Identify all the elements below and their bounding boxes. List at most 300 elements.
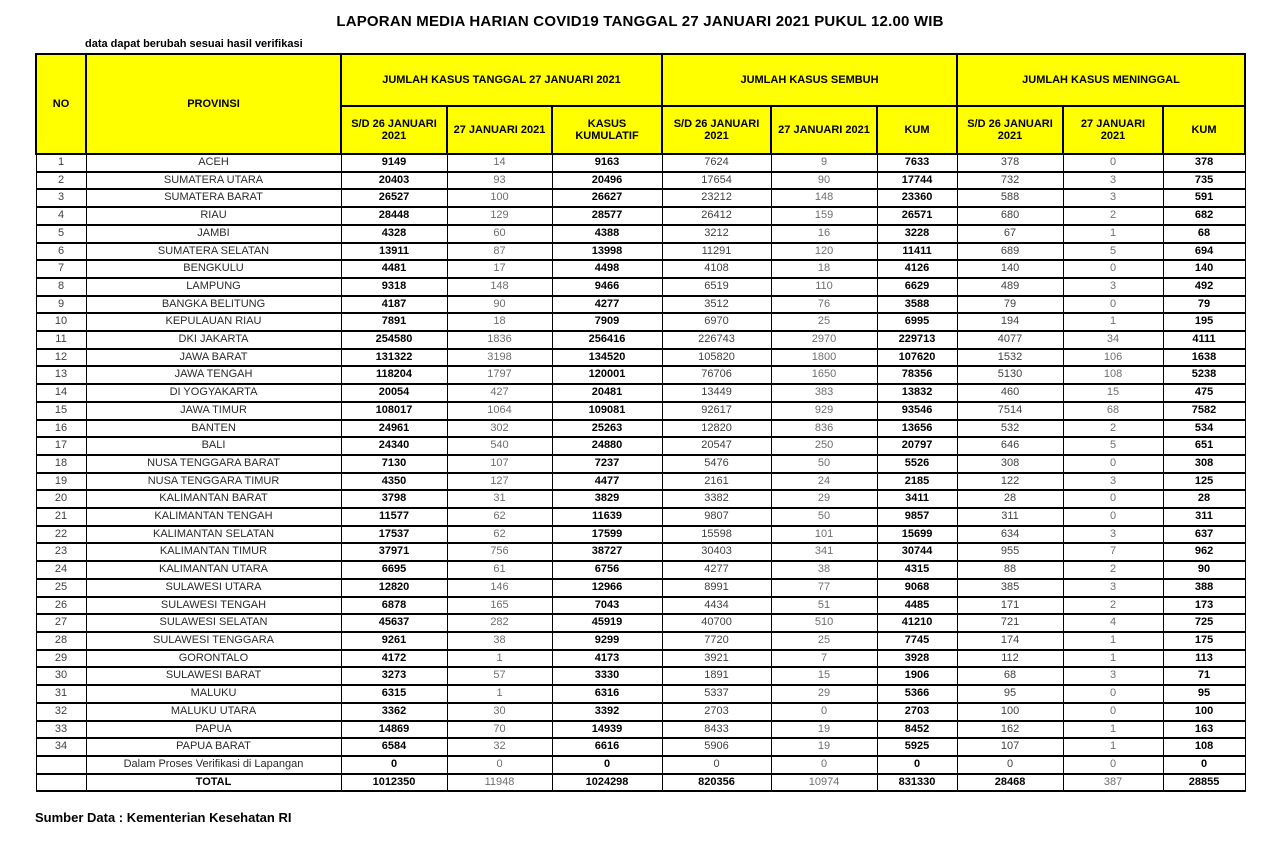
- table-cell: 25263: [552, 420, 662, 438]
- table-cell: 4187: [341, 296, 447, 314]
- table-cell: 19: [36, 473, 86, 491]
- col-header-provinsi: PROVINSI: [86, 54, 341, 154]
- table-cell: [36, 756, 86, 774]
- table-cell: 95: [1163, 685, 1245, 703]
- table-cell: 962: [1163, 543, 1245, 561]
- table-cell: 17654: [662, 172, 771, 190]
- col-header-meninggal-27: 27 JANUARI 2021: [1063, 106, 1163, 154]
- table-cell: 3921: [662, 650, 771, 668]
- table-row: [36, 738, 1245, 756]
- col-header-sembuh-sd26: S/D 26 JANUARI 2021: [662, 106, 771, 154]
- table-cell: 7: [771, 650, 877, 668]
- table-cell: ACEH: [86, 154, 341, 172]
- table-cell: 9068: [877, 579, 957, 597]
- table-cell: 0: [1063, 490, 1163, 508]
- table-cell: 4477: [552, 473, 662, 491]
- table-cell: 28448: [341, 207, 447, 225]
- table-cell: 78356: [877, 366, 957, 384]
- table-cell: 2: [1063, 207, 1163, 225]
- table-cell: 38: [771, 561, 877, 579]
- table-row: [36, 172, 1245, 190]
- table-cell: 2161: [662, 473, 771, 491]
- table-cell: 0: [1163, 756, 1245, 774]
- table-cell: 0: [957, 756, 1063, 774]
- col-group-sembuh: JUMLAH KASUS SEMBUH: [662, 54, 957, 106]
- table-cell: 11948: [447, 774, 552, 792]
- table-cell: BALI: [86, 437, 341, 455]
- table-cell: 194: [957, 313, 1063, 331]
- table-cell: 651: [1163, 437, 1245, 455]
- table-cell: 3273: [341, 667, 447, 685]
- table-cell: 341: [771, 543, 877, 561]
- table-cell: 1064: [447, 402, 552, 420]
- table-cell: 173: [1163, 597, 1245, 615]
- table-cell: 1: [447, 650, 552, 668]
- table-cell: 11577: [341, 508, 447, 526]
- table-cell: 5925: [877, 738, 957, 756]
- table-cell: 588: [957, 189, 1063, 207]
- table-cell: 13832: [877, 384, 957, 402]
- table-cell: 929: [771, 402, 877, 420]
- table-cell: 4172: [341, 650, 447, 668]
- table-cell: 5906: [662, 738, 771, 756]
- table-cell: KALIMANTAN TIMUR: [86, 543, 341, 561]
- table-cell: 4328: [341, 225, 447, 243]
- table-cell: 756: [447, 543, 552, 561]
- table-cell: TOTAL: [86, 774, 341, 792]
- table-cell: 4173: [552, 650, 662, 668]
- table-cell: 120001: [552, 366, 662, 384]
- table-cell: 76: [771, 296, 877, 314]
- table-row: [36, 703, 1245, 721]
- table-cell: 8452: [877, 721, 957, 739]
- table-cell: 7720: [662, 632, 771, 650]
- table-row: [36, 543, 1245, 561]
- table-cell: 14: [447, 154, 552, 172]
- table-cell: 4498: [552, 260, 662, 278]
- table-cell: 1: [1063, 632, 1163, 650]
- table-cell: 13656: [877, 420, 957, 438]
- table-cell: 120: [771, 243, 877, 261]
- table-cell: 16: [771, 225, 877, 243]
- table-cell: Dalam Proses Verifikasi di Lapangan: [86, 756, 341, 774]
- table-cell: 11291: [662, 243, 771, 261]
- table-cell: 9: [36, 296, 86, 314]
- table-row: [36, 614, 1245, 632]
- col-header-no: NO: [36, 54, 86, 154]
- table-cell: 93546: [877, 402, 957, 420]
- table-cell: 0: [877, 756, 957, 774]
- table-cell: SUMATERA UTARA: [86, 172, 341, 190]
- table-cell: 175: [1163, 632, 1245, 650]
- table-cell: 100: [447, 189, 552, 207]
- table-cell: 510: [771, 614, 877, 632]
- table-cell: 107: [957, 738, 1063, 756]
- table-cell: 122: [957, 473, 1063, 491]
- table-cell: 140: [957, 260, 1063, 278]
- table-cell: 12820: [662, 420, 771, 438]
- table-cell: 388: [1163, 579, 1245, 597]
- col-header-kasus-kumulatif: KASUS KUMULATIF: [552, 106, 662, 154]
- table-cell: 682: [1163, 207, 1245, 225]
- table-cell: 13998: [552, 243, 662, 261]
- table-cell: 26412: [662, 207, 771, 225]
- table-row: [36, 579, 1245, 597]
- table-row: [36, 473, 1245, 491]
- table-cell: 492: [1163, 278, 1245, 296]
- table-cell: 87: [447, 243, 552, 261]
- table-cell: 112: [957, 650, 1063, 668]
- table-cell: 308: [957, 455, 1063, 473]
- table-row: [36, 437, 1245, 455]
- table-cell: 8991: [662, 579, 771, 597]
- table-cell: 9: [771, 154, 877, 172]
- table-cell: 7237: [552, 455, 662, 473]
- table-cell: 4485: [877, 597, 957, 615]
- table-cell: 3212: [662, 225, 771, 243]
- table-cell: 11639: [552, 508, 662, 526]
- table-cell: 311: [1163, 508, 1245, 526]
- table-cell: 0: [1063, 154, 1163, 172]
- table-cell: 30403: [662, 543, 771, 561]
- table-cell: 1532: [957, 349, 1063, 367]
- table-cell: 90: [771, 172, 877, 190]
- table-cell: 24340: [341, 437, 447, 455]
- table-cell: 5238: [1163, 366, 1245, 384]
- table-header: [36, 54, 1245, 154]
- table-row: [36, 721, 1245, 739]
- table-cell: 1650: [771, 366, 877, 384]
- table-cell: MALUKU UTARA: [86, 703, 341, 721]
- table-cell: 30: [447, 703, 552, 721]
- table-cell: 229713: [877, 331, 957, 349]
- table-cell: 33: [36, 721, 86, 739]
- table-cell: 45637: [341, 614, 447, 632]
- table-cell: 100: [1163, 703, 1245, 721]
- table-cell: 68: [957, 667, 1063, 685]
- table-cell: 70: [447, 721, 552, 739]
- table-cell: 9163: [552, 154, 662, 172]
- table-cell: 146: [447, 579, 552, 597]
- table-cell: 0: [1063, 260, 1163, 278]
- table-cell: 9318: [341, 278, 447, 296]
- table-row: [36, 296, 1245, 314]
- table-cell: SULAWESI TENGAH: [86, 597, 341, 615]
- table-row: [36, 384, 1245, 402]
- table-cell: 17599: [552, 526, 662, 544]
- table-cell: 6756: [552, 561, 662, 579]
- table-cell: 18: [771, 260, 877, 278]
- table-cell: 0: [771, 756, 877, 774]
- table-cell: 113: [1163, 650, 1245, 668]
- page-title: LAPORAN MEDIA HARIAN COVID19 TANGGAL 27 JANUARI 2021 PUKUL 12.00 WIB: [336, 13, 944, 30]
- table-cell: 460: [957, 384, 1063, 402]
- table-cell: 3392: [552, 703, 662, 721]
- table-cell: 14: [36, 384, 86, 402]
- table-cell: 2703: [662, 703, 771, 721]
- table-cell: PAPUA BARAT: [86, 738, 341, 756]
- table-cell: 20403: [341, 172, 447, 190]
- table-cell: 0: [552, 756, 662, 774]
- table-cell: 1891: [662, 667, 771, 685]
- table-row: [36, 526, 1245, 544]
- table-cell: 100: [957, 703, 1063, 721]
- table-cell: SUMATERA SELATAN: [86, 243, 341, 261]
- table-cell: 7582: [1163, 402, 1245, 420]
- table-cell: 4434: [662, 597, 771, 615]
- col-group-kasus: JUMLAH KASUS TANGGAL 27 JANUARI 2021: [341, 54, 662, 106]
- table-cell: 9261: [341, 632, 447, 650]
- table-cell: 3198: [447, 349, 552, 367]
- table-cell: 148: [771, 189, 877, 207]
- table-cell: JAWA TENGAH: [86, 366, 341, 384]
- table-cell: 0: [771, 703, 877, 721]
- table-cell: 108: [1163, 738, 1245, 756]
- table-cell: KALIMANTAN SELATAN: [86, 526, 341, 544]
- table-cell: 68: [1163, 225, 1245, 243]
- table-cell: 9466: [552, 278, 662, 296]
- table-cell: 67: [957, 225, 1063, 243]
- table-cell: 9857: [877, 508, 957, 526]
- table-cell: 15: [1063, 384, 1163, 402]
- table-cell: 5130: [957, 366, 1063, 384]
- table-cell: 0: [1063, 296, 1163, 314]
- table-cell: 4350: [341, 473, 447, 491]
- table-row: [36, 243, 1245, 261]
- table-cell: 62: [447, 508, 552, 526]
- table-row: [36, 154, 1245, 172]
- table-cell: 721: [957, 614, 1063, 632]
- table-row: [36, 420, 1245, 438]
- table-cell: 12966: [552, 579, 662, 597]
- table-cell: 8: [36, 278, 86, 296]
- table-cell: 18: [36, 455, 86, 473]
- table-cell: DKI JAKARTA: [86, 331, 341, 349]
- table-cell: 250: [771, 437, 877, 455]
- source-note: Sumber Data : Kementerian Kesehatan RI: [35, 810, 292, 826]
- table-cell: 29: [771, 490, 877, 508]
- col-group-meninggal: JUMLAH KASUS MENINGGAL: [957, 54, 1245, 106]
- table-cell: 4481: [341, 260, 447, 278]
- table-cell: 27: [36, 614, 86, 632]
- table-cell: 3588: [877, 296, 957, 314]
- table-cell: 1906: [877, 667, 957, 685]
- table-cell: 31: [36, 685, 86, 703]
- table-cell: 831330: [877, 774, 957, 792]
- table-body: [36, 154, 1245, 791]
- table-cell: 489: [957, 278, 1063, 296]
- table-cell: 1: [1063, 650, 1163, 668]
- table-row: [36, 260, 1245, 278]
- table-cell: 134520: [552, 349, 662, 367]
- total-row: [36, 774, 1245, 792]
- table-cell: 7909: [552, 313, 662, 331]
- table-row: [36, 366, 1245, 384]
- table-cell: 3512: [662, 296, 771, 314]
- table-cell: 7: [1063, 543, 1163, 561]
- table-cell: 6629: [877, 278, 957, 296]
- table-cell: 1: [1063, 225, 1163, 243]
- table-cell: 17744: [877, 172, 957, 190]
- table-row: [36, 650, 1245, 668]
- table-cell: KALIMANTAN UTARA: [86, 561, 341, 579]
- table-cell: 162: [957, 721, 1063, 739]
- table-cell: 28577: [552, 207, 662, 225]
- table-cell: 31: [447, 490, 552, 508]
- table-cell: 6695: [341, 561, 447, 579]
- table-cell: 634: [957, 526, 1063, 544]
- table-cell: NUSA TENGGARA TIMUR: [86, 473, 341, 491]
- table-cell: 0: [1063, 756, 1163, 774]
- table-cell: 4077: [957, 331, 1063, 349]
- table-cell: SULAWESI TENGGARA: [86, 632, 341, 650]
- table-cell: 106: [1063, 349, 1163, 367]
- table-cell: 15598: [662, 526, 771, 544]
- table-cell: 105820: [662, 349, 771, 367]
- table-cell: 3: [1063, 278, 1163, 296]
- table-cell: 30: [36, 667, 86, 685]
- table-cell: 30744: [877, 543, 957, 561]
- table-cell: 7633: [877, 154, 957, 172]
- table-cell: 28: [1163, 490, 1245, 508]
- table-cell: 732: [957, 172, 1063, 190]
- table-cell: 4277: [662, 561, 771, 579]
- table-cell: 163: [1163, 721, 1245, 739]
- table-cell: 24: [36, 561, 86, 579]
- table-cell: 34: [36, 738, 86, 756]
- table-cell: 62: [447, 526, 552, 544]
- table-cell: 3: [1063, 667, 1163, 685]
- table-cell: 311: [957, 508, 1063, 526]
- table-cell: 694: [1163, 243, 1245, 261]
- table-cell: JAWA BARAT: [86, 349, 341, 367]
- table-cell: SULAWESI BARAT: [86, 667, 341, 685]
- col-header-kasus-sd26: S/D 26 JANUARI 2021: [341, 106, 447, 154]
- table-cell: 28: [957, 490, 1063, 508]
- table-cell: 9807: [662, 508, 771, 526]
- table-cell: 101: [771, 526, 877, 544]
- table-cell: 20054: [341, 384, 447, 402]
- table-cell: 3: [1063, 579, 1163, 597]
- table-cell: 5337: [662, 685, 771, 703]
- table-cell: 19: [771, 738, 877, 756]
- table-row: [36, 685, 1245, 703]
- table-cell: 689: [957, 243, 1063, 261]
- table-cell: 20797: [877, 437, 957, 455]
- table-cell: 308: [1163, 455, 1245, 473]
- table-cell: 18: [447, 313, 552, 331]
- table-cell: 9299: [552, 632, 662, 650]
- table-cell: 3798: [341, 490, 447, 508]
- table-cell: 7745: [877, 632, 957, 650]
- table-cell: LAMPUNG: [86, 278, 341, 296]
- table-cell: 109081: [552, 402, 662, 420]
- table-cell: 0: [447, 756, 552, 774]
- table-cell: 5366: [877, 685, 957, 703]
- table-cell: 25: [771, 632, 877, 650]
- table-cell: 76706: [662, 366, 771, 384]
- table-cell: BANGKA BELITUNG: [86, 296, 341, 314]
- table-cell: KEPULAUAN RIAU: [86, 313, 341, 331]
- table-cell: 4108: [662, 260, 771, 278]
- table-cell: 2: [1063, 420, 1163, 438]
- table-cell: 93: [447, 172, 552, 190]
- table-cell: 1: [36, 154, 86, 172]
- table-row: [36, 313, 1245, 331]
- table-cell: 38: [447, 632, 552, 650]
- table-cell: 6878: [341, 597, 447, 615]
- table-cell: 4388: [552, 225, 662, 243]
- table-cell: 378: [1163, 154, 1245, 172]
- table-cell: 3: [36, 189, 86, 207]
- table-row: [36, 561, 1245, 579]
- table-cell: 2970: [771, 331, 877, 349]
- table-cell: 0: [662, 756, 771, 774]
- table-cell: 29: [36, 650, 86, 668]
- table-cell: 2: [36, 172, 86, 190]
- table-cell: 4126: [877, 260, 957, 278]
- table-cell: 10974: [771, 774, 877, 792]
- table-cell: 7130: [341, 455, 447, 473]
- table-cell: 129: [447, 207, 552, 225]
- table-cell: 20496: [552, 172, 662, 190]
- table-cell: 1: [1063, 721, 1163, 739]
- table-cell: 735: [1163, 172, 1245, 190]
- table-cell: 387: [1063, 774, 1163, 792]
- table-cell: 28: [36, 632, 86, 650]
- table-cell: 34: [1063, 331, 1163, 349]
- table-cell: MALUKU: [86, 685, 341, 703]
- table-row: [36, 225, 1245, 243]
- col-header-meninggal-kum: KUM: [1163, 106, 1245, 154]
- table-cell: 50: [771, 508, 877, 526]
- table-row: [36, 667, 1245, 685]
- table-cell: 385: [957, 579, 1063, 597]
- table-cell: PAPUA: [86, 721, 341, 739]
- covid-report-table: [35, 53, 1246, 792]
- table-cell: 1638: [1163, 349, 1245, 367]
- table-cell: KALIMANTAN BARAT: [86, 490, 341, 508]
- table-cell: 41210: [877, 614, 957, 632]
- table-cell: 51: [771, 597, 877, 615]
- table-cell: 383: [771, 384, 877, 402]
- table-cell: 5: [36, 225, 86, 243]
- table-cell: GORONTALO: [86, 650, 341, 668]
- table-cell: 3: [1063, 189, 1163, 207]
- table-cell: 13: [36, 366, 86, 384]
- table-cell: 90: [447, 296, 552, 314]
- table-cell: 2: [1063, 561, 1163, 579]
- table-cell: 107: [447, 455, 552, 473]
- table-cell: [36, 774, 86, 792]
- table-cell: 6: [36, 243, 86, 261]
- table-cell: 540: [447, 437, 552, 455]
- table-cell: 21: [36, 508, 86, 526]
- table-cell: 0: [1063, 685, 1163, 703]
- table-cell: 57: [447, 667, 552, 685]
- table-cell: 95: [957, 685, 1063, 703]
- col-header-kasus-27: 27 JANUARI 2021: [447, 106, 552, 154]
- table-cell: 5: [1063, 437, 1163, 455]
- table-cell: 3411: [877, 490, 957, 508]
- table-cell: 637: [1163, 526, 1245, 544]
- table-cell: 3330: [552, 667, 662, 685]
- table-cell: 680: [957, 207, 1063, 225]
- table-cell: 24: [771, 473, 877, 491]
- table-cell: 6616: [552, 738, 662, 756]
- col-header-meninggal-sd26: S/D 26 JANUARI 2021: [957, 106, 1063, 154]
- col-header-sembuh-27: 27 JANUARI 2021: [771, 106, 877, 154]
